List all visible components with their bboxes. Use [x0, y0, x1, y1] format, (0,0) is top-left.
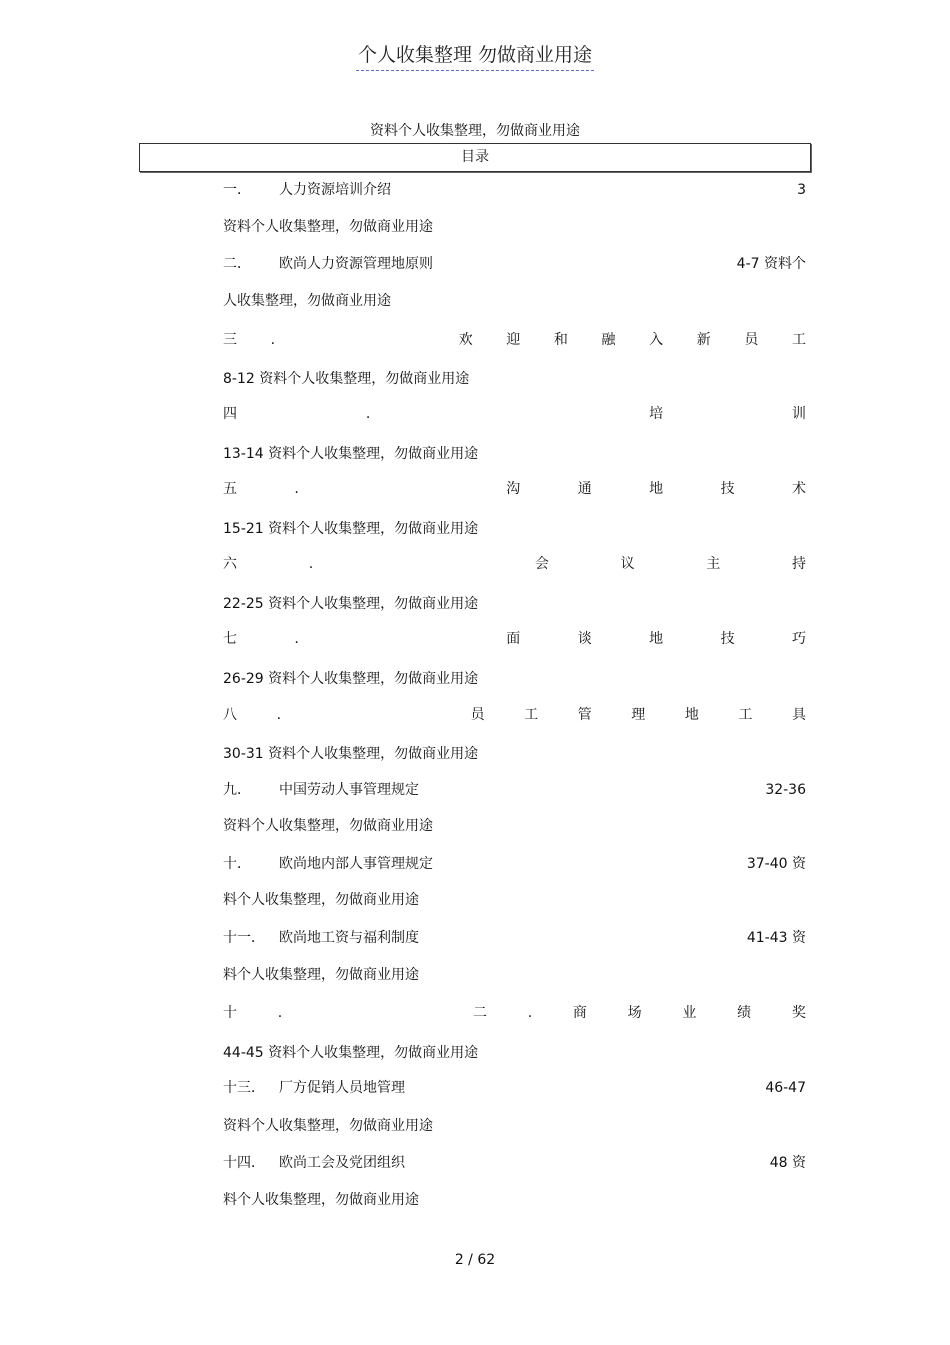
toc-entry-dot: .: [276, 707, 282, 723]
toc-entry: [223, 479, 806, 499]
toc-entry-char: 地: [649, 631, 664, 647]
toc-entry-dot: .: [277, 1005, 283, 1021]
toc-entry-number: 十四．: [223, 1155, 265, 1171]
toc-entry: [223, 928, 806, 948]
toc-entry-number: 三: [223, 332, 237, 348]
toc-entry-char: 主: [706, 556, 721, 572]
toc-entry-number: 十一．: [223, 930, 265, 946]
toc-continuation-line: 26-29 资料个人收集整理，勿做商业用途: [223, 671, 479, 687]
toc-entry-number: 六: [223, 556, 237, 572]
toc-continuation-line: 人收集整理，勿做商业用途: [223, 293, 391, 309]
toc-title-box: [139, 143, 811, 172]
toc-title: 目录: [461, 149, 489, 165]
toc-entry-number: 二．: [223, 256, 251, 272]
toc-entry-number: 十三．: [223, 1080, 265, 1096]
toc-entry-char: 绩: [737, 1005, 752, 1021]
toc-entry-char: 员: [470, 707, 485, 723]
toc-entry-dot: .: [308, 556, 314, 572]
toc-entry-char: 新: [696, 332, 711, 348]
toc-entry-char: 商: [572, 1005, 587, 1021]
toc-entry-title: 欧尚地内部人事管理规定: [279, 856, 433, 872]
toc-entry-char: 员: [744, 332, 759, 348]
toc-entry-title: 欧尚工会及党团组织: [279, 1155, 405, 1171]
toc-entry: [223, 404, 806, 424]
toc-continuation-line: 8-12 资料个人收集整理，勿做商业用途: [223, 371, 470, 387]
toc-continuation-line: 15-21 资料个人收集整理，勿做商业用途: [223, 521, 479, 537]
toc-entry-number: 十．: [223, 856, 251, 872]
toc-entry-number: 五: [223, 481, 237, 497]
toc-entry-number: 七: [223, 631, 237, 647]
toc-entry-char: 融: [601, 332, 616, 348]
toc-entry-char: 沟: [506, 481, 521, 497]
toc-continuation-line: 22-25 资料个人收集整理，勿做商业用途: [223, 596, 479, 612]
toc-continuation-line: 料个人收集整理，勿做商业用途: [223, 967, 419, 983]
page-footer: [0, 1252, 950, 1268]
toc-entry-title: 中国劳动人事管理规定: [279, 782, 419, 798]
toc-entry-char: 巧: [791, 631, 806, 647]
toc-entry-page: 37-40 资: [746, 856, 806, 872]
toc-entry-char: 会: [534, 556, 549, 572]
toc-entry-char: 训: [791, 406, 806, 422]
toc-entry-char: 二: [472, 1005, 487, 1021]
toc-entry-char: 场: [627, 1005, 642, 1021]
toc-entry-char: 具: [791, 707, 806, 723]
toc-entry-char: 技: [720, 631, 735, 647]
toc-entry-char: 工: [791, 332, 806, 348]
toc-continuation-line: 44-45 资料个人收集整理，勿做商业用途: [223, 1045, 479, 1061]
toc-entry-char: .: [527, 1005, 533, 1021]
toc-continuation-line: 资料个人收集整理，勿做商业用途: [223, 219, 433, 235]
toc-entry-page: 41-43 资: [746, 930, 806, 946]
toc-entry-dot: .: [294, 481, 299, 497]
toc-entry-char: 管: [577, 707, 592, 723]
page-header: [0, 40, 950, 67]
toc-entry: [223, 780, 806, 800]
toc-entry-char: 面: [506, 631, 521, 647]
subheading: 资料个人收集整理，勿做商业用途: [370, 123, 580, 139]
toc-entry-char: 通: [577, 481, 592, 497]
toc-entry-number: 九．: [223, 782, 251, 798]
toc-entry-dot: .: [294, 631, 299, 647]
toc-entry: [223, 854, 806, 874]
header-title: 个人收集整理 勿做商业用途: [356, 44, 594, 71]
toc-entry-dot: .: [270, 332, 276, 348]
toc-continuation-line: 料个人收集整理，勿做商业用途: [223, 892, 419, 908]
toc-entry: [223, 1003, 806, 1023]
toc-entry: [223, 330, 806, 350]
toc-entry-page: 32-36: [765, 782, 806, 798]
toc-entry: [223, 554, 806, 574]
toc-entry-title: 厂方促销人员地管理: [279, 1080, 405, 1096]
toc-entry: [223, 629, 806, 649]
toc-continuation-line: 料个人收集整理，勿做商业用途: [223, 1192, 419, 1208]
toc-entry-char: 地: [649, 481, 664, 497]
toc-entry-char: 地: [684, 707, 699, 723]
toc-entry-title: 人力资源培训介绍: [279, 182, 391, 198]
toc-entry-char: 入: [649, 332, 664, 348]
toc-entry: [223, 1153, 806, 1173]
toc-entry-char: 迎: [506, 332, 521, 348]
toc-continuation-line: 资料个人收集整理，勿做商业用途: [223, 1118, 433, 1134]
toc-entry-char: 谈: [577, 631, 592, 647]
toc-entry-number: 八: [223, 707, 237, 723]
toc-entry: [223, 180, 806, 200]
toc-entry: [223, 1078, 806, 1098]
toc-entry-title: 欧尚地工资与福利制度: [279, 930, 419, 946]
toc-entry-char: 培: [649, 406, 664, 422]
toc-entry-page: 48 资: [769, 1155, 806, 1171]
toc-entry-dot: .: [365, 406, 371, 422]
toc-entry-char: 业: [682, 1005, 697, 1021]
toc-entry-char: 持: [791, 556, 806, 572]
toc-entry-page: 46-47: [765, 1080, 806, 1096]
toc-entry-char: 理: [631, 707, 646, 723]
toc-entry-number: 十: [223, 1005, 237, 1021]
toc-entry: [223, 254, 806, 274]
toc-entry-number: 四: [223, 406, 237, 422]
toc-continuation-line: 13-14 资料个人收集整理，勿做商业用途: [223, 446, 479, 462]
toc-entry-page: 4-7 资料个: [736, 256, 806, 272]
toc-entry-number: 一．: [223, 182, 251, 198]
toc-entry-char: 和: [553, 332, 568, 348]
toc-entry-char: 议: [620, 556, 635, 572]
toc-continuation-line: 资料个人收集整理，勿做商业用途: [223, 818, 433, 834]
toc-entry-char: 术: [791, 481, 806, 497]
toc-entry-char: 技: [720, 481, 735, 497]
toc-entry-char: 奖: [791, 1005, 806, 1021]
toc-continuation-line: 30-31 资料个人收集整理，勿做商业用途: [223, 746, 479, 762]
toc-entry: [223, 705, 806, 725]
toc-entry-title: 欧尚人力资源管理地原则: [279, 256, 433, 272]
toc-entry-char: 工: [524, 707, 539, 723]
toc-entry-char: 工: [738, 707, 753, 723]
toc-entry-page: 3: [797, 182, 806, 198]
page-indicator: 2 / 62: [454, 1252, 496, 1268]
toc-entry-char: 欢: [458, 332, 473, 348]
